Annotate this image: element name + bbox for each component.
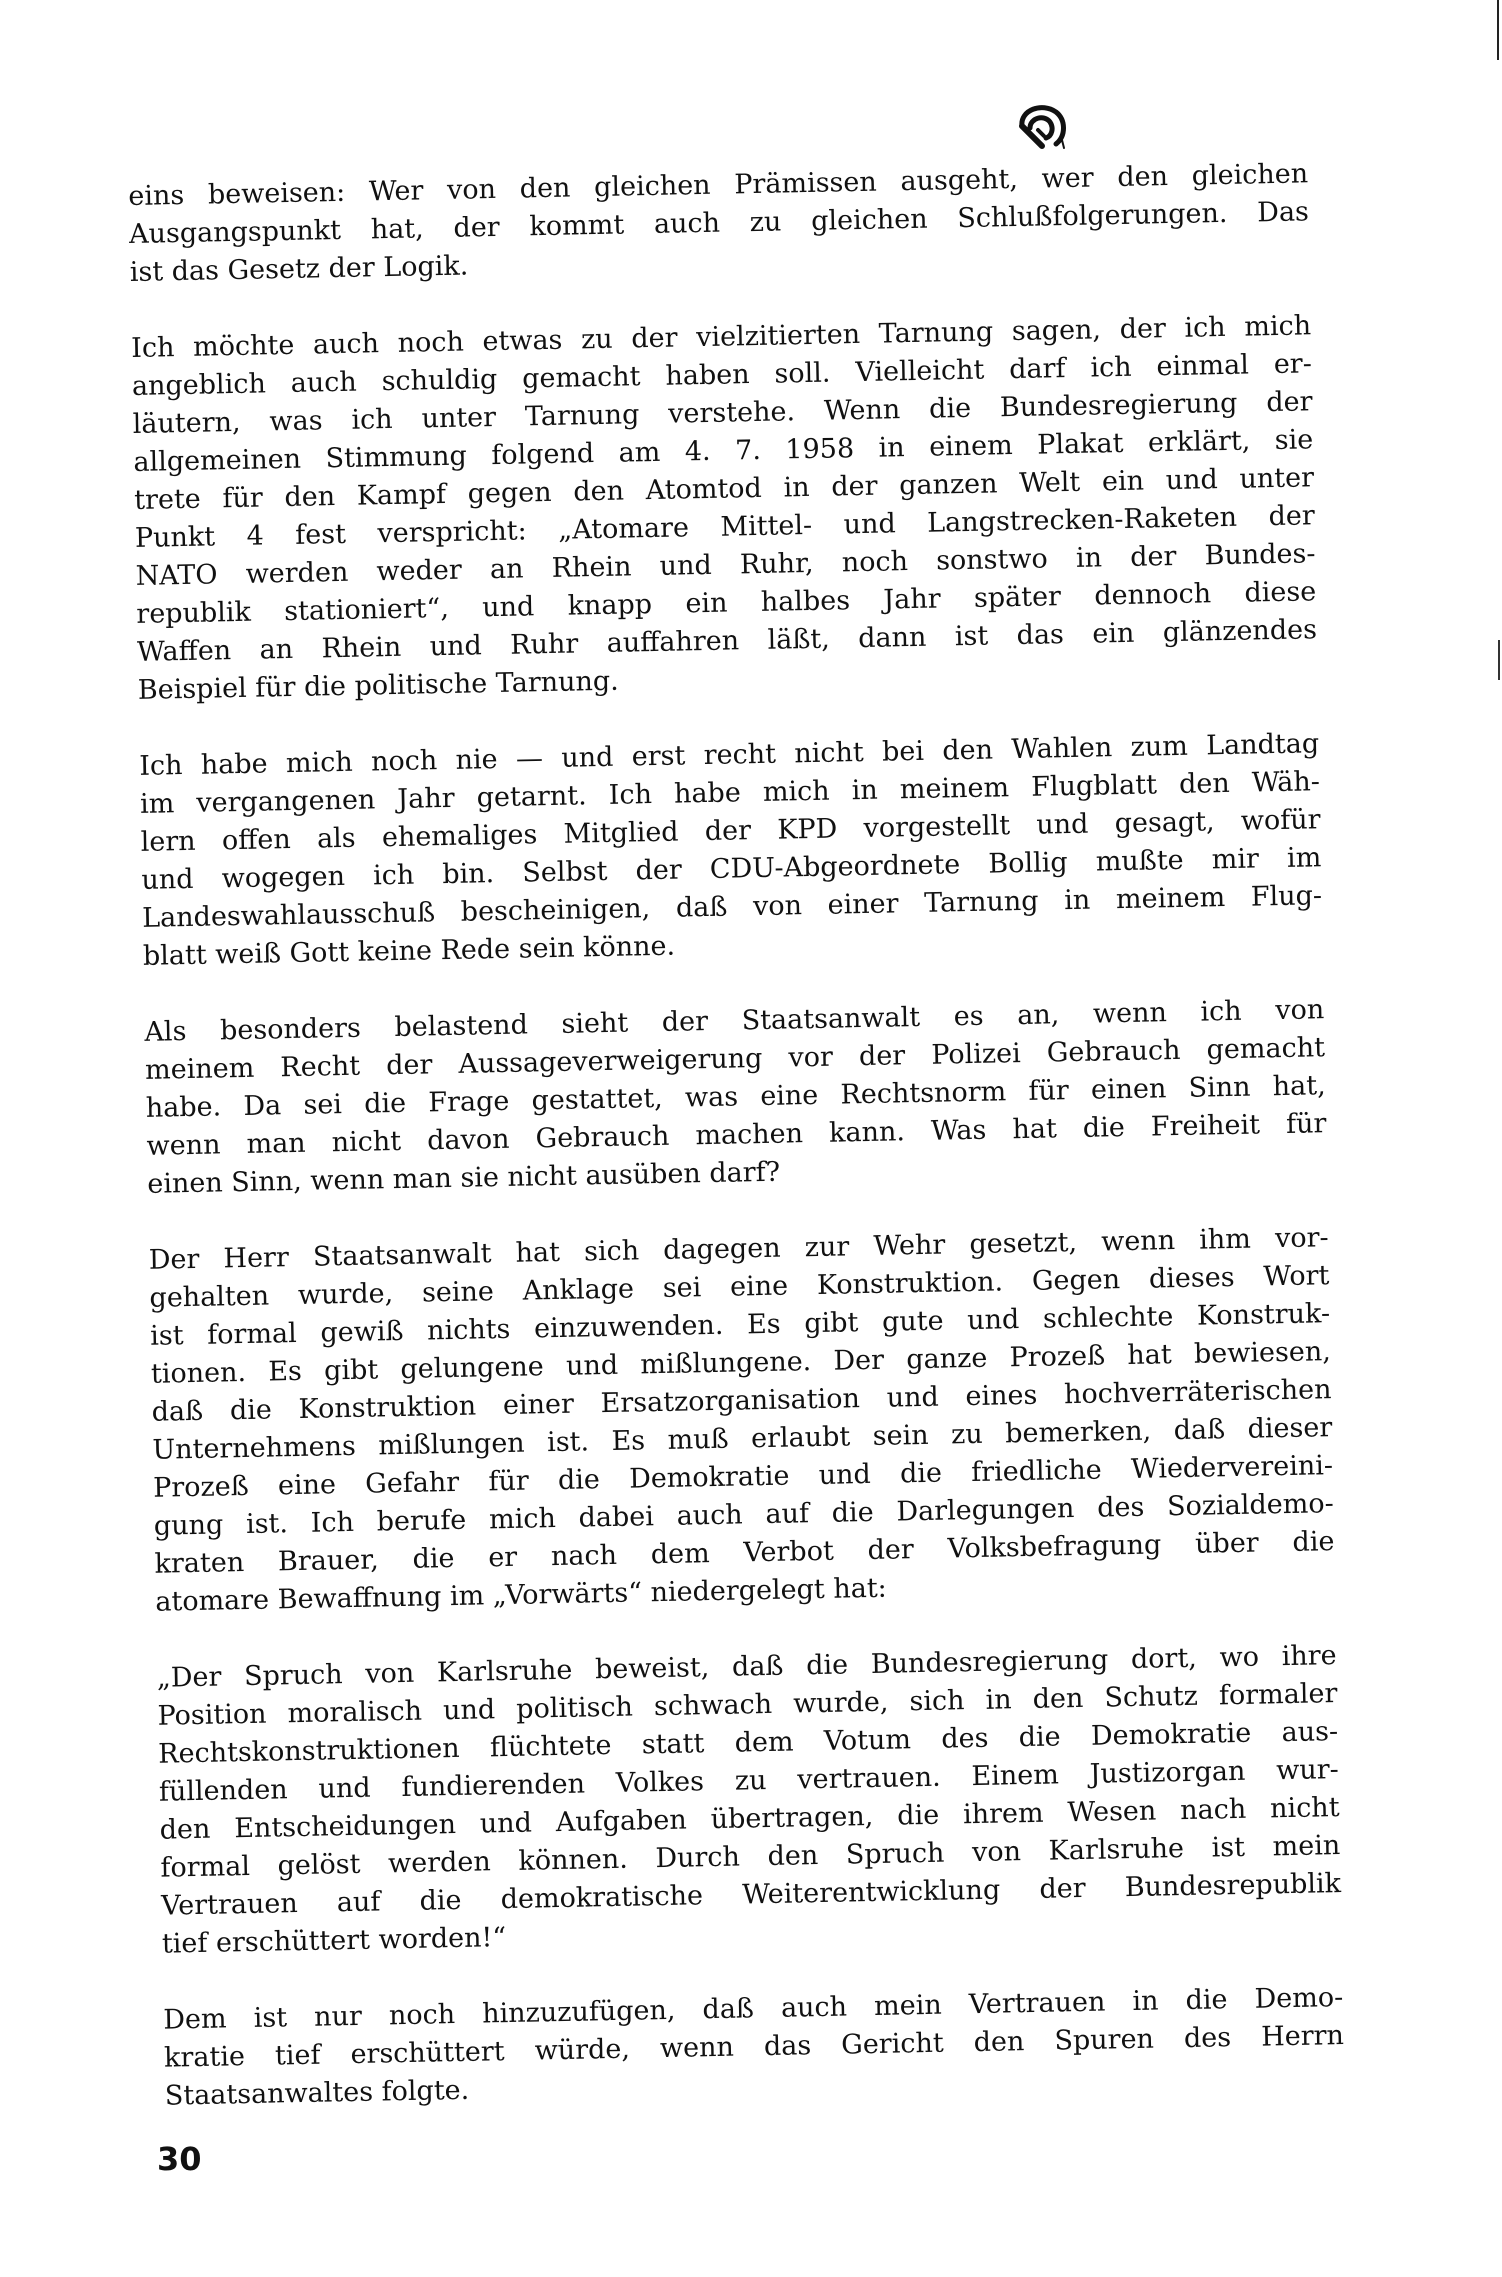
- text-line: Ich möchte auch noch etwas zu der vielzitierten Tarnung sagen, der ich mich: [130, 310, 1312, 364]
- paragraph-tarnung: [131, 307, 1318, 710]
- text-line: und wogegen ich bin. Selbst der CDU-Abgeordnete Bollig mußte mir im: [141, 842, 1322, 896]
- text-line: läutern, was ich unter Tarnung verstehe. Wenn die Bundesregierung der: [132, 386, 1313, 440]
- text-line: atomare Bewaffnung im „Vorwärts“ niedergelegt hat:: [155, 1572, 888, 1618]
- text-line: NATO werden weder an Rhein und Ruhr, noch sonstwo in der Bundes-: [135, 538, 1316, 592]
- text-line: Der Herr Staatsanwalt hat sich dagegen zur Wehr gesetzt, wenn ihm vor-: [148, 1222, 1329, 1276]
- page-edge-mark: [1498, 640, 1500, 680]
- text-line: tionen. Es gibt gelungene und mißlungene. Der ganze Prozeß hat bewiesen,: [150, 1336, 1332, 1390]
- paragraph-konstruktion: [148, 1219, 1335, 1622]
- text-line: trete für den Kampf gegen den Atomtod in der ganzen Welt ein und unter: [133, 462, 1315, 516]
- text-line: Als besonders belastend sieht der Staatsanwalt es an, wenn ich von: [144, 994, 1325, 1048]
- text-line: im vergangenen Jahr getarnt. Ich habe mich in meinem Flugblatt den Wäh-: [139, 766, 1321, 820]
- text-line: formal gelöst werden können. Durch den Spruch von Karlsruhe ist mein: [160, 1830, 1341, 1884]
- text-line: Dem ist nur noch hinzuzufügen, daß auch mein Vertrauen in die Demo-: [163, 1982, 1344, 2036]
- text-line: Landeswahlausschuß bescheinigen, daß von einer Tarnung in meinem Flug-: [141, 880, 1323, 934]
- paragraph-logic: [128, 155, 1310, 292]
- text-line: Beispiel für die politische Tarnung.: [137, 665, 620, 706]
- text-line: blatt weiß Gott keine Rede sein könne.: [142, 930, 676, 972]
- body-text: [128, 155, 1345, 2115]
- text-line: Waffen an Rhein und Ruhr auffahren läßt, dann ist das ein glänzendes: [136, 614, 1318, 668]
- text-line: kratie tief erschüttert würde, wenn das Gericht den Spuren des Herrn: [163, 2020, 1345, 2074]
- text-line: lern offen als ehemaliges Mitglied der KPD vorgestellt und gesagt, wofür: [140, 804, 1321, 858]
- text-line: tief erschüttert worden!“: [161, 1922, 507, 1960]
- text-line: habe. Da sei die Frage gestattet, was eine Rechtsnorm für einen Sinn hat,: [145, 1070, 1326, 1124]
- text-line: Rechtskonstruktionen flüchtete statt dem Votum des die Demokratie aus-: [157, 1716, 1339, 1770]
- text-line: füllenden und fundierenden Volkes zu vertrauen. Einem Justizorgan wur-: [158, 1754, 1340, 1808]
- text-line: Prozeß eine Gefahr für die Demokratie und die friedliche Wiedervereini-: [152, 1450, 1334, 1504]
- text-line: daß die Konstruktion einer Ersatzorganisation und eines hochverräterischen: [151, 1374, 1332, 1428]
- text-line: angeblich auch schuldig gemacht haben soll. Vielleicht darf ich einmal er-: [131, 348, 1313, 402]
- text-line: einen Sinn, wenn man sie nicht ausüben darf?: [147, 1156, 781, 1200]
- ear-spiral-logo-icon: [1008, 96, 1072, 160]
- text-line: Ich habe mich noch nie — und erst recht nicht bei den Wahlen zum Landtag: [139, 728, 1320, 782]
- text-line: den Entscheidungen und Aufgaben übertragen, die ihrem Wesen nach nicht: [159, 1792, 1340, 1846]
- text-line: Staatsanwaltes folgte.: [164, 2074, 470, 2112]
- page-edge-line: [1497, 0, 1499, 60]
- text-line: ist formal gewiß nichts einzuwenden. Es gibt gute und schlechte Konstruk-: [149, 1298, 1331, 1352]
- paragraph-landtag: [139, 725, 1323, 976]
- text-line: Punkt 4 fest verspricht: „Atomare Mittel- und Langstrecken-Raketen der: [134, 500, 1316, 554]
- text-line: Position moralisch und politisch schwach wurde, sich in den Schutz formaler: [157, 1678, 1338, 1732]
- text-line: ist das Gesetz der Logik.: [129, 250, 469, 288]
- paragraph-quote-karlsruhe: [156, 1637, 1342, 1964]
- text-line: republik stationiert“, und knapp ein halbes Jahr später dennoch diese: [136, 576, 1317, 630]
- page-number: 30: [157, 2140, 202, 2178]
- text-line: allgemeinen Stimmung folgend am 4. 7. 1958 in einem Plakat erklärt, sie: [133, 424, 1314, 478]
- text-line: eins beweisen: Wer von den gleichen Prämissen ausgeht, wer den gleichen: [128, 158, 1309, 212]
- text-line: „Der Spruch von Karlsruhe beweist, daß die Bundesregierung dort, wo ihre: [156, 1640, 1337, 1694]
- text-line: Ausgangspunkt hat, der kommt auch zu gleichen Schlußfolgerungen. Das: [128, 196, 1310, 250]
- paragraph-aussageverweigerung: [144, 991, 1327, 1204]
- text-line: gung ist. Ich berufe mich dabei auch auf die Darlegungen des Sozialdemo-: [153, 1488, 1334, 1542]
- text-line: kraten Brauer, die er nach dem Verbot der Volksbefragung über die: [154, 1526, 1335, 1580]
- text-line: wenn man nicht davon Gebrauch machen kann. Was hat die Freiheit für: [146, 1108, 1327, 1162]
- text-line: meinem Recht der Aussageverweigerung vor der Polizei Gebrauch gemacht: [144, 1032, 1326, 1086]
- text-line: Unternehmens mißlungen ist. Es muß erlaubt sein zu bemerken, daß dieser: [152, 1412, 1333, 1466]
- text-line: Vertrauen auf die demokratische Weiterentwicklung der Bundesrepublik: [160, 1868, 1342, 1922]
- text-line: gehalten wurde, seine Anklage sei eine Konstruktion. Gegen dieses Wort: [149, 1260, 1330, 1314]
- paragraph-closing: [163, 1979, 1345, 2116]
